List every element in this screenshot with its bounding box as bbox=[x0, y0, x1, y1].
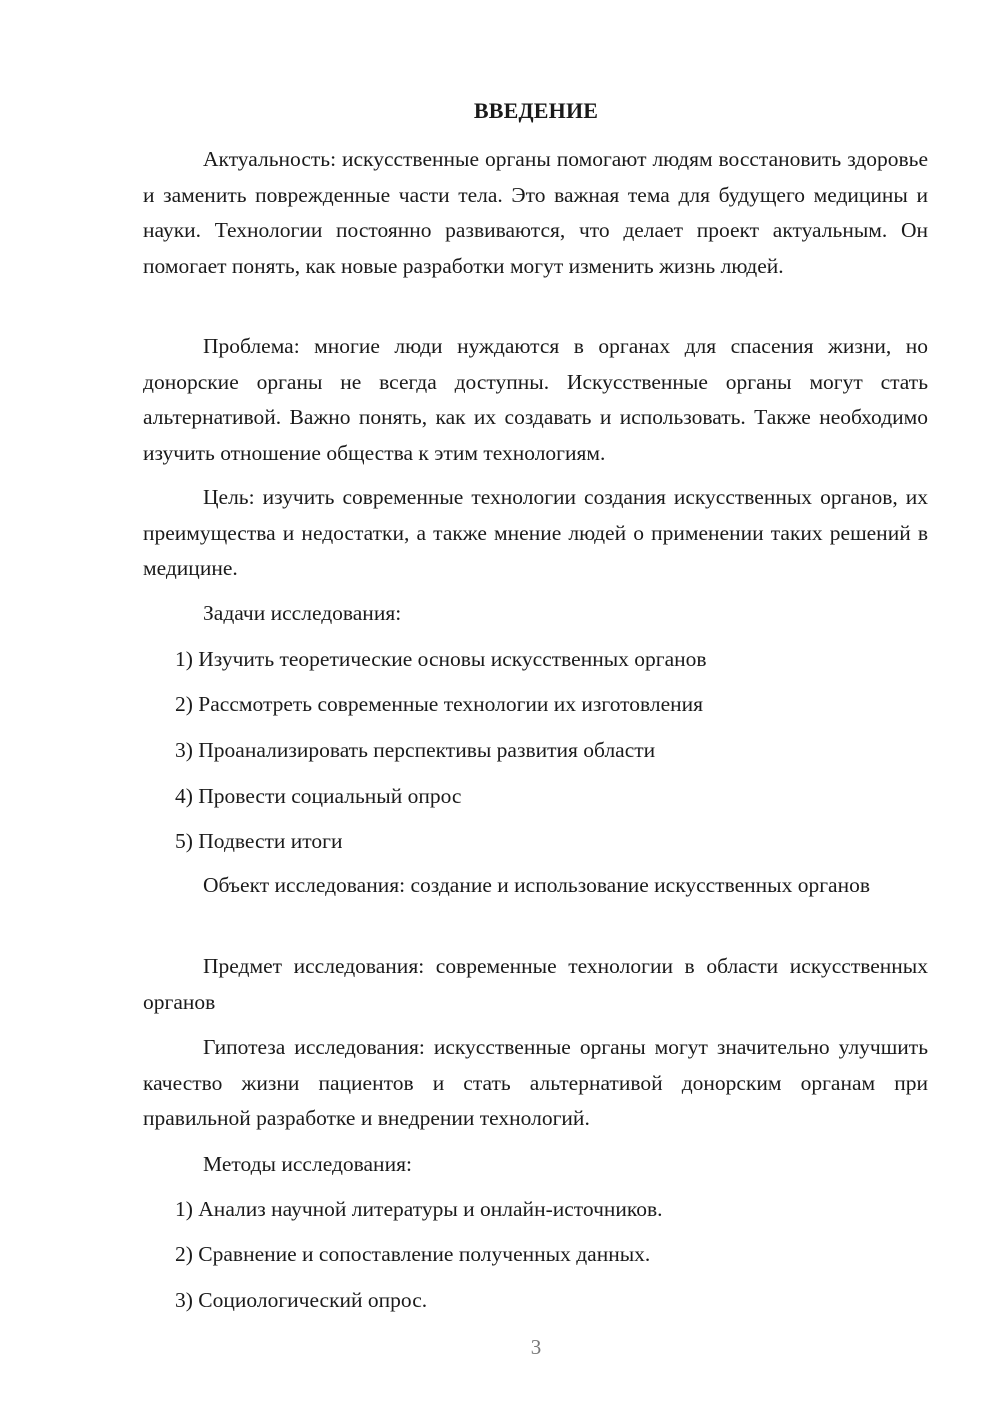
paragraph-problem: Проблема: многие люди нуждаются в органах для спасения жизни, но донорские органы не всегда доступны. Искусственные органы могут стать альтернативой. Важно понять, как их создавать и использовать. Также необходимо изучить отношение общества к этим технологиям. bbox=[143, 334, 928, 465]
list-item: 1) Изучить теоретические основы искусственных органов bbox=[175, 647, 707, 671]
list-item: 2) Сравнение и сопоставление полученных данных. bbox=[175, 1242, 651, 1266]
page-number: 3 bbox=[530, 1335, 542, 1359]
paragraph-hypothesis: Гипотеза исследования: искусственные органы могут значительно улучшить качество жизни пациентов и стать альтернативой донорским органам при правильной разработке и внедрении технологий. bbox=[143, 1035, 928, 1130]
paragraph-goal: Цель: изучить современные технологии создания искусственных органов, их преимущества и недостатки, а также мнение людей о применении таких решений в медицине. bbox=[143, 485, 928, 580]
list-item: 3) Социологический опрос. bbox=[175, 1288, 428, 1312]
methods-heading: Методы исследования: bbox=[203, 1152, 412, 1176]
page-title: ВВЕДЕНИЕ bbox=[473, 98, 599, 123]
list-item: 5) Подвести итоги bbox=[175, 829, 343, 853]
tasks-heading: Задачи исследования: bbox=[203, 601, 402, 625]
paragraph-object: Объект исследования: создание и использование искусственных органов bbox=[203, 873, 870, 897]
paragraph-relevance: Актуальность: искусственные органы помогают людям восстановить здоровье и заменить поврежденные части тела. Это важная тема для будущего медицины и науки. Технологии постоянно развиваются, что делает проект актуальным. Он помогает понять, как новые разработки могут изменить жизнь людей. bbox=[143, 147, 928, 278]
list-item: 3) Проанализировать перспективы развития области bbox=[175, 738, 656, 762]
list-item: 1) Анализ научной литературы и онлайн-источников. bbox=[175, 1197, 663, 1221]
list-item: 2) Рассмотреть современные технологии их изготовления bbox=[175, 692, 704, 716]
list-item: 4) Провести социальный опрос bbox=[175, 784, 462, 808]
paragraph-subject: Предмет исследования: современные технологии в области искусственных органов bbox=[143, 954, 928, 1014]
